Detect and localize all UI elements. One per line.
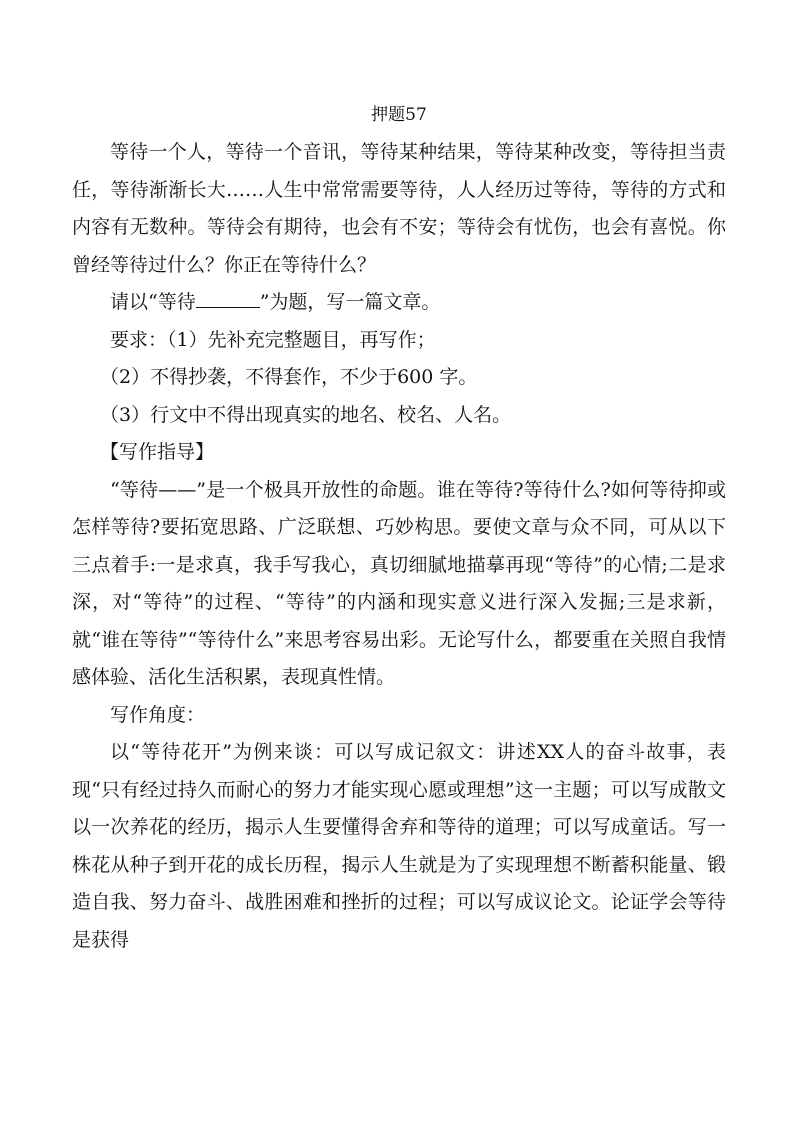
requirement-3: （3）行文中不得出现真实的地名、校名、人名。 (100, 403, 512, 426)
requirement-1: 要求：（1）先补充完整题目，再写作； (110, 328, 436, 351)
guide-paragraph: “等待——”是一个极具开放性的命题。谁在等待?等待什么?如何等待抑或怎样等待?要拓宽思路、广泛联想、巧妙构思。要使文章与众不同，可从以下三点着手:一是求真，我手写我心，真切细腻地描摹再现“等待”的心情;二是求深，对“等待”的过程、“等待”的内涵和现实意义进行深入发掘;三是求新，就“谁在等待”“等待什么”来思考容易出彩。无论写什么，都要重在关照自我情感体验、活化生活积累，表现真性情。 (72, 478, 726, 688)
guide-heading: 【写作指导】 (100, 441, 215, 463)
angle-paragraph: 以“等待花开”为例来谈：可以写成记叙文：讲述XX人的奋斗故事，表现“只有经过持久而耐心的努力才能实现心愿或理想”这一主题；可以写成散文以一次养花的经历，揭示人生要懂得舍弃和等待的道理；可以写成童话。写一株花从种子到开花的成长历程，揭示人生就是为了实现理想不断蓄积能量、锻造自我、努力奋斗、战胜困难和挫折的过程；可以写成议论文。论证学会等待是获得 (72, 741, 726, 951)
instruction-text-after: ”为题，写一篇文章。 (259, 291, 441, 313)
document-page (72, 100, 726, 959)
title-blank-line (196, 289, 260, 308)
instruction-paragraph (72, 284, 726, 322)
requirement-2: （2）不得抄袭，不得套作，不少于600 字。 (100, 366, 478, 388)
instruction-text-before: 请以“等待 (110, 291, 196, 313)
document-title: 押题57 (371, 105, 427, 125)
prompt-paragraph: 等待一个人，等待一个音讯，等待某种结果，等待某种改变，等待担当责任，等待渐渐长大……人生中常常需要等待，人人经历过等待，等待的方式和内容有无数种。等待会有期待，也会有不安；等待会有忧伤，也会有喜悦。你曾经等待过什么？你正在等待什么？ (72, 141, 726, 276)
angle-heading: 写作角度： (110, 703, 206, 726)
